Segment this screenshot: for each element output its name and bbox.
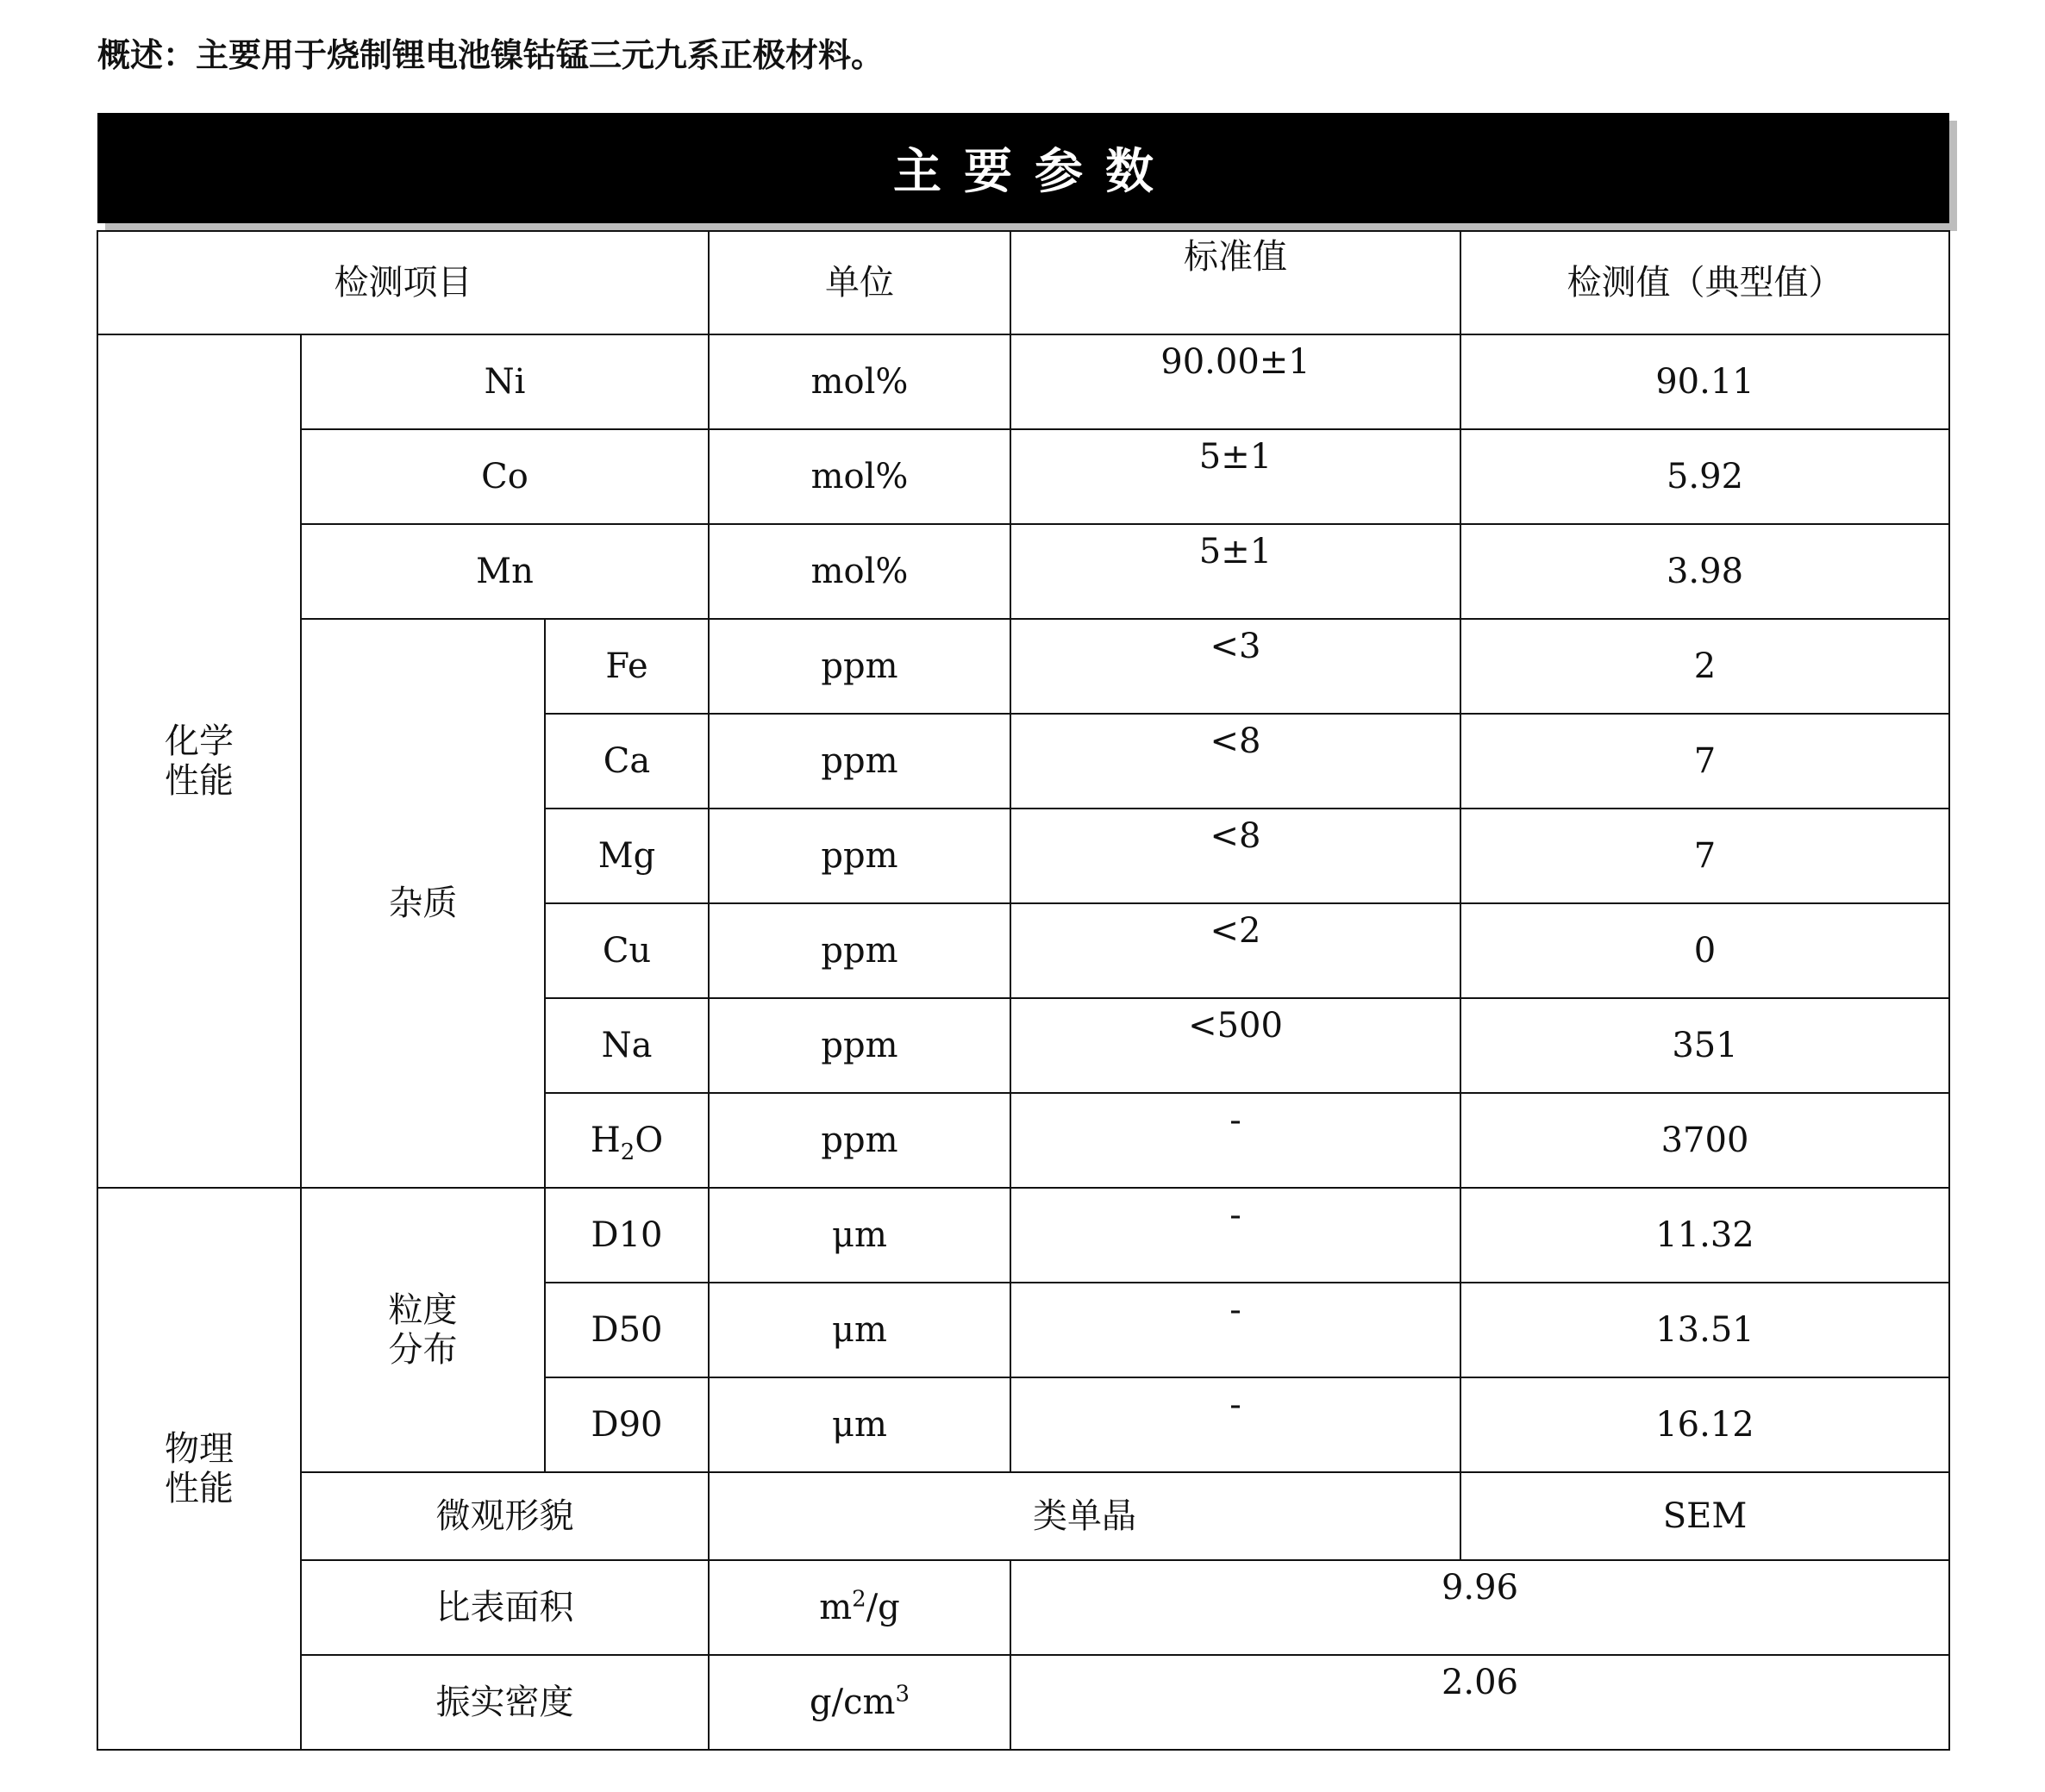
group-chemical-line2: 性能 <box>165 761 234 801</box>
row-standard: <2 <box>1010 903 1460 998</box>
tap-unit-superscript: 3 <box>895 1681 910 1708</box>
table-row <box>97 429 1949 524</box>
row-unit: ppm <box>709 714 1010 809</box>
ssa-unit-m: m <box>819 1588 853 1627</box>
banner-title: 主要参数 <box>97 113 1949 223</box>
row-value: 7 <box>1460 809 1949 903</box>
h2o-subscript: 2 <box>620 1140 635 1165</box>
row-value: 9.96 <box>1010 1560 1949 1655</box>
header-measured: 检测值（典型值） <box>1460 231 1949 334</box>
row-unit: ppm <box>709 1093 1010 1188</box>
row-unit: mol% <box>709 429 1010 524</box>
row-unit: μm <box>709 1188 1010 1283</box>
row-value: 3.98 <box>1460 524 1949 619</box>
row-value: 13.51 <box>1460 1283 1949 1377</box>
table-row <box>97 1655 1949 1750</box>
row-value: 90.11 <box>1460 334 1949 429</box>
group-physical-line1: 物理 <box>165 1429 234 1469</box>
row-unit: μm <box>709 1377 1010 1472</box>
header-item: 检测项目 <box>97 231 709 334</box>
table-row <box>97 1560 1949 1655</box>
table-header-row <box>97 231 1949 334</box>
group-psd <box>301 1188 545 1472</box>
row-name: Ni <box>301 334 709 429</box>
row-standard: - <box>1010 1093 1460 1188</box>
row-standard: - <box>1010 1283 1460 1377</box>
row-name-h2o <box>545 1093 709 1188</box>
row-unit-tap <box>709 1655 1010 1750</box>
table-row <box>97 1472 1949 1560</box>
group-psd-line2: 分布 <box>388 1330 458 1370</box>
header-unit: 单位 <box>709 231 1010 334</box>
table-row <box>97 619 1949 714</box>
row-standard: - <box>1010 1188 1460 1283</box>
row-standard: <3 <box>1010 619 1460 714</box>
row-standard: <8 <box>1010 809 1460 903</box>
group-psd-line1: 粒度 <box>388 1290 458 1330</box>
group-physical <box>97 1188 301 1750</box>
row-value: 7 <box>1460 714 1949 809</box>
group-impurity: 杂质 <box>301 619 545 1188</box>
row-value: 5.92 <box>1460 429 1949 524</box>
row-name: Mg <box>545 809 709 903</box>
row-name: Cu <box>545 903 709 998</box>
row-name: D10 <box>545 1188 709 1283</box>
row-name: 比表面积 <box>301 1560 709 1655</box>
table-row <box>97 1188 1949 1283</box>
row-value: 16.12 <box>1460 1377 1949 1472</box>
group-chemical <box>97 334 301 1188</box>
tap-unit-g-cm: g/cm <box>810 1683 896 1722</box>
h2o-h: H <box>590 1121 621 1160</box>
row-name: Mn <box>301 524 709 619</box>
row-name: Co <box>301 429 709 524</box>
row-value: 11.32 <box>1460 1188 1949 1283</box>
row-name: Fe <box>545 619 709 714</box>
row-name: D50 <box>545 1283 709 1377</box>
group-chemical-line1: 化学 <box>165 721 234 761</box>
table-row <box>97 334 1949 429</box>
row-value: SEM <box>1460 1472 1949 1560</box>
row-standard: <8 <box>1010 714 1460 809</box>
row-unit-ssa <box>709 1560 1010 1655</box>
row-unit: mol% <box>709 334 1010 429</box>
row-unit: ppm <box>709 998 1010 1093</box>
row-value: 0 <box>1460 903 1949 998</box>
row-name: Na <box>545 998 709 1093</box>
row-unit: ppm <box>709 903 1010 998</box>
row-unit: μm <box>709 1283 1010 1377</box>
table-row <box>97 524 1949 619</box>
row-standard: - <box>1010 1377 1460 1472</box>
row-value: 2.06 <box>1010 1655 1949 1750</box>
row-unit: mol% <box>709 524 1010 619</box>
row-name: D90 <box>545 1377 709 1472</box>
row-value: 2 <box>1460 619 1949 714</box>
row-name: 振实密度 <box>301 1655 709 1750</box>
group-physical-line2: 性能 <box>165 1469 234 1508</box>
row-standard: 90.00±1 <box>1010 334 1460 429</box>
row-standard: <500 <box>1010 998 1460 1093</box>
row-standard: 5±1 <box>1010 524 1460 619</box>
row-name: 微观形貌 <box>301 1472 709 1560</box>
parameters-table <box>97 230 1950 1751</box>
ssa-unit-per-g: /g <box>866 1588 900 1627</box>
row-standard: 类单晶 <box>709 1472 1460 1560</box>
row-value: 351 <box>1460 998 1949 1093</box>
row-unit: ppm <box>709 809 1010 903</box>
row-value: 3700 <box>1460 1093 1949 1188</box>
summary-text: 概述：主要用于烧制锂电池镍钴锰三元九系正极材料。 <box>97 36 885 74</box>
row-name: Ca <box>545 714 709 809</box>
h2o-o: O <box>635 1121 664 1160</box>
ssa-unit-superscript: 2 <box>852 1586 866 1613</box>
header-standard: 标准值 <box>1010 231 1460 334</box>
row-standard: 5±1 <box>1010 429 1460 524</box>
row-unit: ppm <box>709 619 1010 714</box>
